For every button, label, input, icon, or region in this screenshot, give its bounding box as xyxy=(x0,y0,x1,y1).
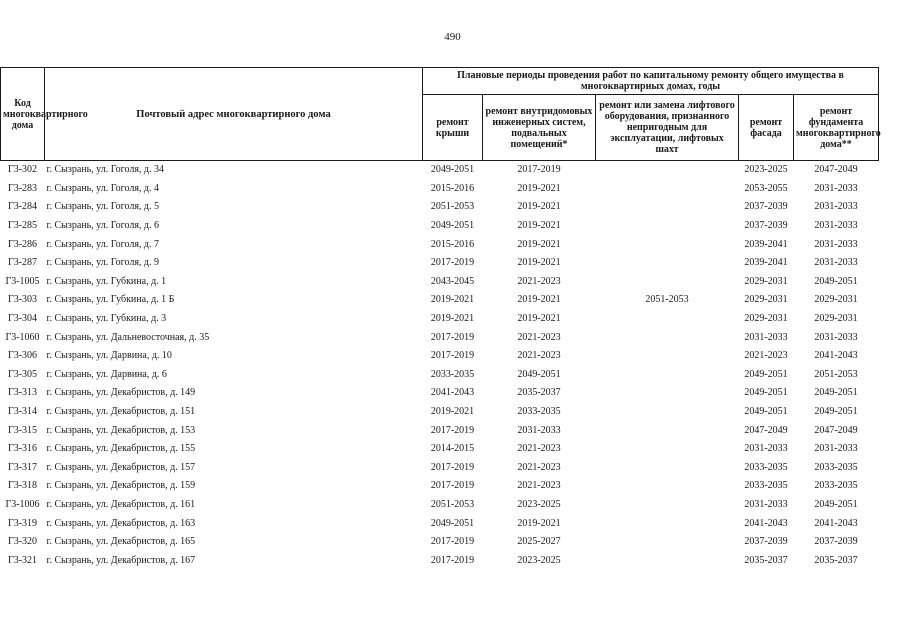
facade-period: 2029-2031 xyxy=(744,313,788,325)
house-address: г. Сызрань, ул. Декабристов, д. 161 xyxy=(46,498,196,510)
facade-period: 2037-2039 xyxy=(744,201,788,213)
header-roof: ремонт крыши xyxy=(423,95,483,161)
table-row xyxy=(1,347,879,366)
elevator-period xyxy=(596,477,739,496)
table-row xyxy=(1,459,879,478)
foundation-period: 2033-2035 xyxy=(814,480,858,492)
facade-period: 2039-2041 xyxy=(744,257,788,269)
page-number: 490 xyxy=(444,31,461,43)
foundation-period: 2041-2043 xyxy=(814,350,858,362)
house-code: Г3-287 xyxy=(7,257,38,269)
engineering-period: 2021-2023 xyxy=(517,443,561,455)
roof-period: 2017-2019 xyxy=(430,257,475,269)
header-facade: ремонт фасада xyxy=(739,95,794,161)
roof-period: 2017-2019 xyxy=(430,331,475,343)
facade-period: 2033-2035 xyxy=(744,480,788,492)
roof-period: 2017-2019 xyxy=(430,480,475,492)
house-address: г. Сызрань, ул. Губкина, д. 1 xyxy=(46,275,167,287)
table-row xyxy=(1,161,879,180)
house-address: г. Сызрань, ул. Губкина, д. 1 Б xyxy=(46,294,175,306)
table-row xyxy=(1,421,879,440)
engineering-period: 2021-2023 xyxy=(517,350,561,362)
roof-period: 2017-2019 xyxy=(430,424,475,436)
facade-period: 2037-2039 xyxy=(744,536,788,548)
house-code: Г3-286 xyxy=(7,238,38,250)
foundation-period: 2049-2051 xyxy=(814,275,858,287)
foundation-period: 2031-2033 xyxy=(814,220,858,232)
foundation-period: 2029-2031 xyxy=(814,294,858,306)
house-address: г. Сызрань, ул. Гоголя, д. 34 xyxy=(46,164,165,176)
foundation-period: 2041-2043 xyxy=(814,517,858,529)
house-address: г. Сызрань, ул. Гоголя, д. 4 xyxy=(46,182,160,194)
facade-period: 2031-2033 xyxy=(744,331,788,343)
house-address: г. Сызрань, ул. Декабристов, д. 151 xyxy=(46,406,196,418)
facade-period: 2037-2039 xyxy=(744,220,788,232)
facade-period: 2049-2051 xyxy=(744,406,788,418)
table-row xyxy=(1,328,879,347)
elevator-period: 2051-2053 xyxy=(645,294,689,306)
roof-period: 2015-2016 xyxy=(430,182,475,194)
house-code: Г3-302 xyxy=(7,164,38,176)
engineering-period: 2019-2021 xyxy=(517,238,561,250)
house-address: г. Сызрань, ул. Гоголя, д. 6 xyxy=(46,220,160,232)
house-address: г. Сызрань, ул. Гоголя, д. 7 xyxy=(46,238,160,250)
engineering-period: 2019-2021 xyxy=(517,201,561,213)
engineering-period: 2019-2021 xyxy=(517,313,561,325)
house-address: г. Сызрань, ул. Декабристов, д. 157 xyxy=(46,461,196,473)
table-row xyxy=(1,384,879,403)
elevator-period xyxy=(596,161,739,180)
engineering-period: 2021-2023 xyxy=(517,461,561,473)
foundation-period: 2049-2051 xyxy=(814,406,858,418)
elevator-period xyxy=(596,217,739,236)
engineering-period: 2019-2021 xyxy=(517,517,561,529)
header-elevator: ремонт или замена лифтового оборудования, признанного непригодным для эксплуатации, лифтовых шахт xyxy=(596,95,739,161)
engineering-period: 2035-2037 xyxy=(517,387,561,399)
table-body xyxy=(1,161,879,571)
foundation-period: 2051-2053 xyxy=(814,368,858,380)
table-header-row xyxy=(1,68,879,95)
elevator-period xyxy=(596,514,739,533)
foundation-period: 2035-2037 xyxy=(814,554,858,566)
facade-period: 2021-2023 xyxy=(744,350,788,362)
table-row xyxy=(1,366,879,385)
engineering-period: 2025-2027 xyxy=(517,536,561,548)
elevator-period xyxy=(596,198,739,217)
header-code: Код многоквартирного дома xyxy=(1,68,45,161)
roof-period: 2043-2045 xyxy=(430,275,475,287)
elevator-period xyxy=(596,254,739,273)
elevator-period xyxy=(596,459,739,478)
elevator-period xyxy=(596,496,739,515)
facade-period: 2029-2031 xyxy=(744,294,788,306)
house-address: г. Сызрань, ул. Декабристов, д. 149 xyxy=(46,387,196,399)
foundation-period: 2031-2033 xyxy=(814,443,858,455)
engineering-period: 2023-2025 xyxy=(517,498,561,510)
elevator-period xyxy=(596,403,739,422)
house-code: Г3-283 xyxy=(7,182,38,194)
house-code: Г3-285 xyxy=(7,220,38,232)
engineering-period: 2021-2023 xyxy=(517,331,561,343)
table-row xyxy=(1,291,879,310)
roof-period: 2051-2053 xyxy=(430,498,475,510)
roof-period: 2017-2019 xyxy=(430,536,475,548)
facade-period: 2031-2033 xyxy=(744,498,788,510)
roof-period: 2041-2043 xyxy=(430,387,475,399)
facade-period: 2033-2035 xyxy=(744,461,788,473)
house-address: г. Сызрань, ул. Декабристов, д. 165 xyxy=(46,536,196,548)
elevator-period xyxy=(596,310,739,329)
engineering-period: 2023-2025 xyxy=(517,554,561,566)
foundation-period: 2031-2033 xyxy=(814,182,858,194)
roof-period: 2017-2019 xyxy=(430,350,475,362)
roof-period: 2049-2051 xyxy=(430,164,475,176)
house-code: Г3-314 xyxy=(7,406,38,418)
table-row xyxy=(1,198,879,217)
house-code: Г3-318 xyxy=(7,480,38,492)
facade-period: 2041-2043 xyxy=(744,517,788,529)
engineering-period: 2019-2021 xyxy=(517,182,561,194)
house-address: г. Сызрань, ул. Декабристов, д. 163 xyxy=(46,517,196,529)
foundation-period: 2047-2049 xyxy=(814,424,858,436)
capital-repair-schedule-table xyxy=(0,67,879,570)
header-foundation: ремонт фундамента многоквартирного дома** xyxy=(794,95,879,161)
house-code: Г3-284 xyxy=(7,201,38,213)
table-row xyxy=(1,273,879,292)
house-address: г. Сызрань, ул. Дальневосточная, д. 35 xyxy=(46,331,210,343)
table-row xyxy=(1,551,879,570)
house-code: Г3-317 xyxy=(7,461,38,473)
roof-period: 2049-2051 xyxy=(430,517,475,529)
elevator-period xyxy=(596,273,739,292)
house-address: г. Сызрань, ул. Декабристов, д. 155 xyxy=(46,443,196,455)
house-address: г. Сызрань, ул. Губкина, д. 3 xyxy=(46,313,167,325)
table-row xyxy=(1,180,879,199)
house-code: Г3-321 xyxy=(7,554,38,566)
facade-period: 2039-2041 xyxy=(744,238,788,250)
house-code: Г3-306 xyxy=(7,350,38,362)
roof-period: 2019-2021 xyxy=(430,313,475,325)
facade-period: 2023-2025 xyxy=(744,164,788,176)
engineering-period: 2021-2023 xyxy=(517,275,561,287)
house-code: Г3-303 xyxy=(7,294,38,306)
header-engineering: ремонт внутридомовых инженерных систем, подвальных помещений* xyxy=(483,95,596,161)
foundation-period: 2029-2031 xyxy=(814,313,858,325)
table-row xyxy=(1,514,879,533)
facade-period: 2053-2055 xyxy=(744,182,788,194)
house-address: г. Сызрань, ул. Декабристов, д. 159 xyxy=(46,480,196,492)
table-row xyxy=(1,496,879,515)
house-code: Г3-313 xyxy=(7,387,38,399)
roof-period: 2017-2019 xyxy=(430,461,475,473)
foundation-period: 2031-2033 xyxy=(814,257,858,269)
house-address: г. Сызрань, ул. Дарвина, д. 10 xyxy=(46,350,172,362)
roof-period: 2015-2016 xyxy=(430,238,475,250)
house-code: Г3-305 xyxy=(7,368,38,380)
table-row xyxy=(1,235,879,254)
foundation-period: 2033-2035 xyxy=(814,461,858,473)
elevator-period xyxy=(596,366,739,385)
table-row xyxy=(1,310,879,329)
house-address: г. Сызрань, ул. Гоголя, д. 9 xyxy=(46,257,160,269)
facade-period: 2029-2031 xyxy=(744,275,788,287)
foundation-period: 2031-2033 xyxy=(814,201,858,213)
elevator-period xyxy=(596,180,739,199)
roof-period: 2019-2021 xyxy=(430,294,475,306)
roof-period: 2051-2053 xyxy=(430,201,475,213)
foundation-period: 2049-2051 xyxy=(814,387,858,399)
house-address: г. Сызрань, ул. Декабристов, д. 167 xyxy=(46,554,196,566)
facade-period: 2031-2033 xyxy=(744,443,788,455)
house-code: Г3-304 xyxy=(7,313,38,325)
house-code: Г3-319 xyxy=(7,517,38,529)
engineering-period: 2031-2033 xyxy=(517,424,561,436)
elevator-period xyxy=(596,235,739,254)
roof-period: 2033-2035 xyxy=(430,368,475,380)
engineering-period: 2019-2021 xyxy=(517,294,561,306)
elevator-period xyxy=(596,328,739,347)
roof-period: 2049-2051 xyxy=(430,220,475,232)
house-code: Г3-1005 xyxy=(5,275,40,287)
table-row xyxy=(1,440,879,459)
foundation-period: 2049-2051 xyxy=(814,498,858,510)
engineering-period: 2019-2021 xyxy=(517,220,561,232)
facade-period: 2047-2049 xyxy=(744,424,788,436)
elevator-period xyxy=(596,440,739,459)
table-row xyxy=(1,533,879,552)
table-row xyxy=(1,217,879,236)
engineering-period: 2019-2021 xyxy=(517,257,561,269)
foundation-period: 2037-2039 xyxy=(814,536,858,548)
elevator-period xyxy=(596,347,739,366)
engineering-period: 2033-2035 xyxy=(517,406,561,418)
table-row xyxy=(1,477,879,496)
house-code: Г3-1006 xyxy=(5,498,40,510)
facade-period: 2035-2037 xyxy=(744,554,788,566)
house-code: Г3-316 xyxy=(7,443,38,455)
elevator-period xyxy=(596,533,739,552)
foundation-period: 2031-2033 xyxy=(814,238,858,250)
house-address: г. Сызрань, ул. Гоголя, д. 5 xyxy=(46,201,160,213)
house-code: Г3-320 xyxy=(7,536,38,548)
foundation-period: 2031-2033 xyxy=(814,331,858,343)
roof-period: 2019-2021 xyxy=(430,406,475,418)
house-code: Г3-1060 xyxy=(5,331,40,343)
house-address: г. Сызрань, ул. Декабристов, д. 153 xyxy=(46,424,196,436)
house-code: Г3-315 xyxy=(7,424,38,436)
table-row xyxy=(1,403,879,422)
elevator-period xyxy=(596,421,739,440)
facade-period: 2049-2051 xyxy=(744,387,788,399)
header-periods-group: Плановые периоды проведения работ по капитальному ремонту общего имущества в многоквартирных домах, годы xyxy=(423,68,879,95)
foundation-period: 2047-2049 xyxy=(814,164,858,176)
header-address: Почтовый адрес многоквартирного дома xyxy=(45,68,423,161)
facade-period: 2049-2051 xyxy=(744,368,788,380)
engineering-period: 2017-2019 xyxy=(517,164,561,176)
elevator-period xyxy=(596,384,739,403)
elevator-period xyxy=(596,551,739,570)
table-row xyxy=(1,254,879,273)
roof-period: 2014-2015 xyxy=(430,443,475,455)
roof-period: 2017-2019 xyxy=(430,554,475,566)
house-address: г. Сызрань, ул. Дарвина, д. 6 xyxy=(46,368,167,380)
engineering-period: 2049-2051 xyxy=(517,368,561,380)
engineering-period: 2021-2023 xyxy=(517,480,561,492)
